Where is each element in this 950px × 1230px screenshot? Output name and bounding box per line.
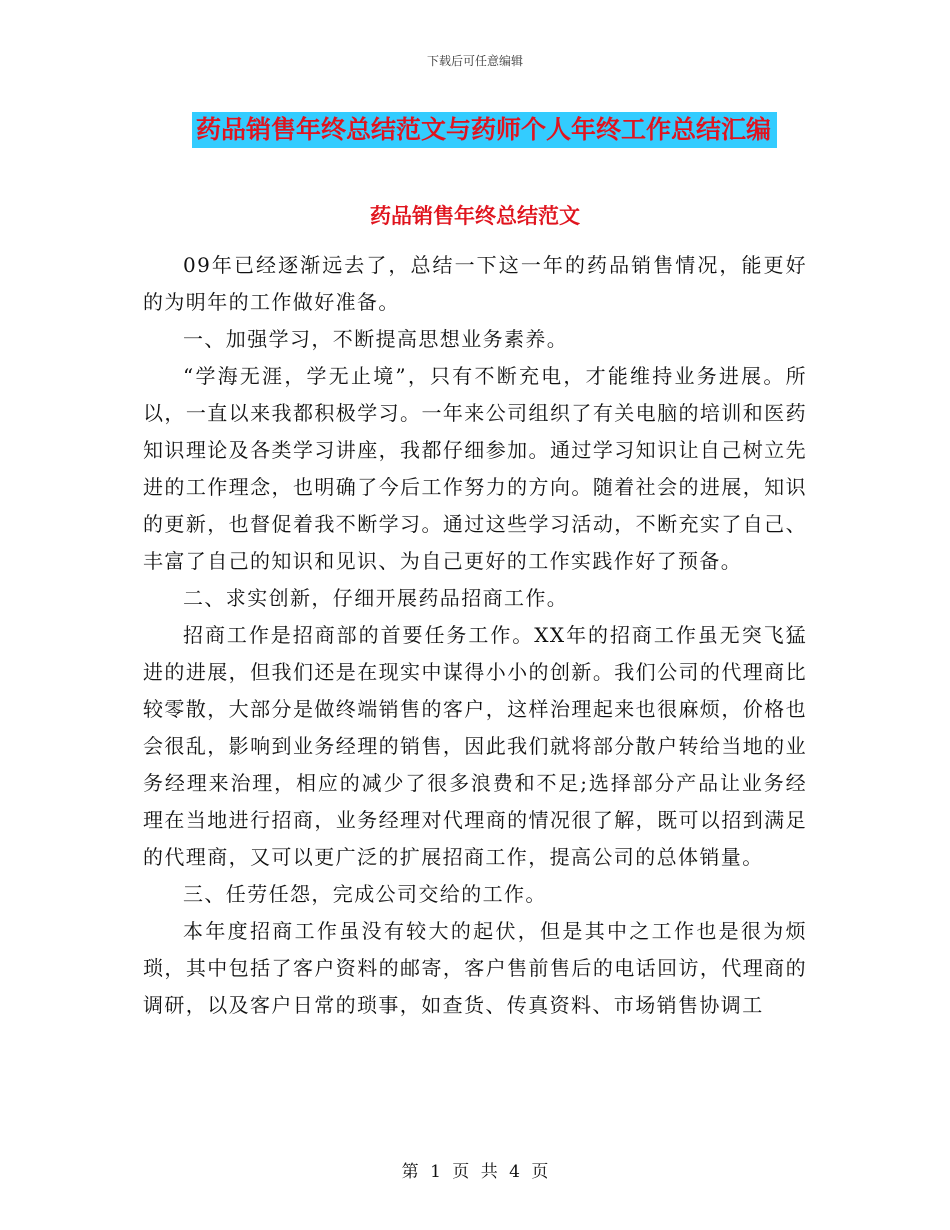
paragraph-section-2: 招商工作是招商部的首要任务工作。XX年的招商工作虽无突飞猛进的进展，但我们还是在现实中谋得小小的创新。我们公司的代理商比较零散，大部分是做终端销售的客户，这样治理起来也很麻烦，价格也会很乱，影响到业务经理的销售，因此我们就将部分散户转给当地的业务经理来治理，相应的减少了很多浪费和不足;选择部分产品让业务经理在当地进行招商，业务经理对代理商的情况很了解，既可以招到满足的代理商，又可以更广泛的扩展招商工作，提高公司的总体销量。 (143, 623, 807, 869)
page-number-footer: 第 1 页 共 4 页 (401, 1162, 549, 1182)
document-body (143, 247, 807, 1024)
heading-section-2: 二、求实创新，仔细开展药品招商工作。 (183, 586, 569, 610)
paragraph-intro: 09年已经逐渐远去了，总结一下这一年的药品销售情况，能更好的为明年的工作做好准备。 (143, 253, 807, 314)
section-title: 药品销售年终总结范文 (370, 203, 580, 228)
document-title: 药品销售年终总结范文与药师个人年终工作总结汇编 (192, 112, 777, 148)
paragraph-section-1: “学海无涯，学无止境”，只有不断充电，才能维持业务进展。所以，一直以来我都积极学习。一年来公司组织了有关电脑的培训和医药知识理论及各类学习讲座，我都仔细参加。通过学习知识让自己树立先进的工作理念，也明确了今后工作努力的方向。随着社会的进展，知识的更新，也督促着我不断学习。通过这些学习活动，不断充实了自己、丰富了自己的知识和见识、为自己更好的工作实践作好了预备。 (143, 364, 807, 573)
header-note: 下载后可任意编辑 (426, 54, 523, 68)
paragraph-section-3: 本年度招商工作虽没有较大的起伏，但是其中之工作也是很为烦琐，其中包括了客户资料的邮寄，客户售前售后的电话回访，代理商的调研，以及客户日常的琐事，如查货、传真资料、市场销售协调工 (143, 919, 807, 1017)
heading-section-3: 三、任劳任怨，完成公司交给的工作。 (183, 882, 547, 906)
heading-section-1: 一、加强学习，不断提高思想业务素养。 (183, 327, 569, 351)
